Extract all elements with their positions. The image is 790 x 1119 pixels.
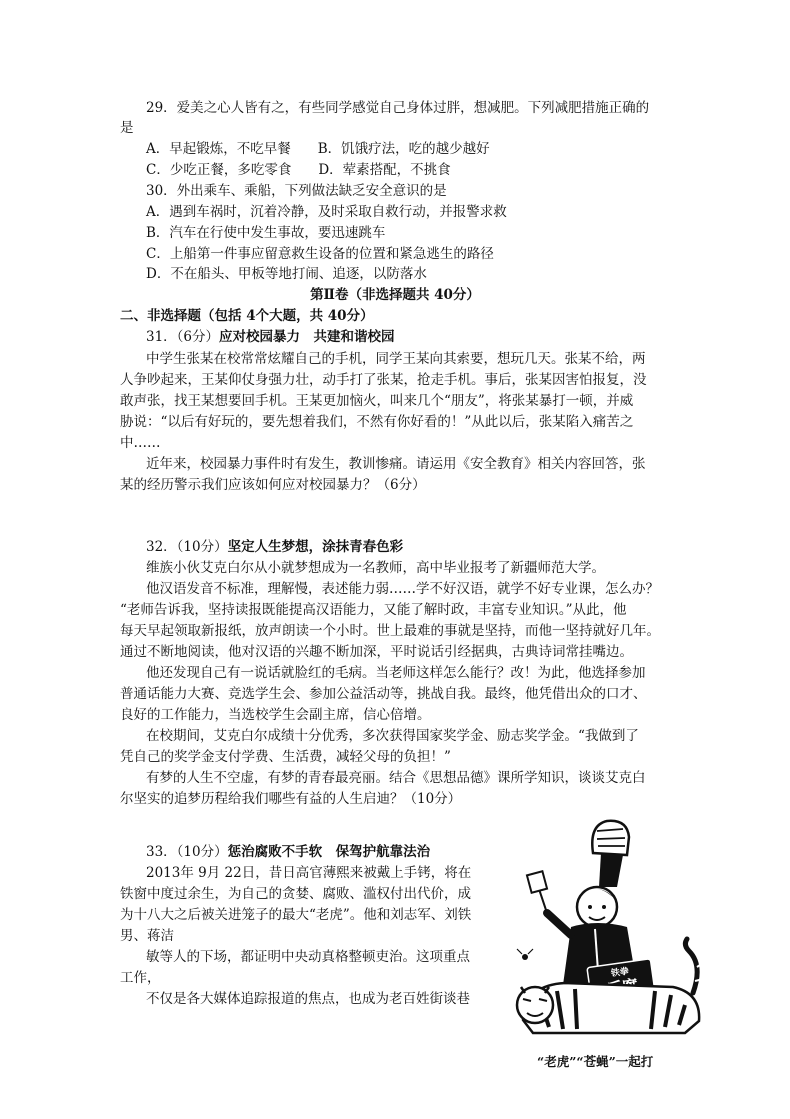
q33-line: 敏等人的下场，都证明中央动真格整顿吏治。这项重点 bbox=[146, 949, 470, 965]
q30-option-a: A．遇到车祸时，沉着冷静，及时采取自救行动，并报警求救 bbox=[146, 204, 507, 220]
q29-stem-line-2: 是 bbox=[120, 120, 134, 136]
q32-line: 每天早起领取新报纸，放声朗读一个小时。世上最难的事就是坚持，而他一坚持就好几年。 bbox=[120, 623, 660, 639]
anti-corruption-cartoon bbox=[505, 815, 705, 1040]
q32-line: 良好的工作能力，当选校学生会副主席，信心倍增。 bbox=[120, 707, 431, 723]
q31-prefix: 31．（6分） bbox=[146, 329, 220, 345]
q32-line: “老师告诉我，坚持读报既能提高汉语能力，又能了解时政，丰富专业知识。”从此，他 bbox=[120, 602, 627, 618]
q33-line: 工作， bbox=[120, 970, 161, 986]
q31-line: 胁说：“以后有好玩的，要先想着我们，不然有你好看的！”从此以后，张某陷入痛苦之 bbox=[120, 414, 634, 430]
q30-option-c: C．上船第一件事应留意救生设备的位置和紧急逃生的路径 bbox=[146, 246, 494, 262]
q30-option-b: B．汽车在行使中发生事故，要迅速跳车 bbox=[146, 225, 386, 241]
q29-stem-line-1: 29．爱美之心人皆有之，有些同学感觉自己身体过胖，想减肥。下列减肥措施正确的 bbox=[146, 100, 650, 116]
q33-heading-line bbox=[146, 842, 430, 862]
q32-line: 尔坚实的追梦历程给我们哪些有益的人生启迪？（10分） bbox=[120, 791, 462, 807]
section-heading: 二、非选择题（包括 4个大题，共 40分） bbox=[120, 308, 374, 324]
q32-line: 凭自己的奖学金支付学费、生活费，减轻父母的负担！” bbox=[120, 749, 451, 765]
q31-line: 近年来，校园暴力事件时有发生，教训惨痛。请运用《安全教育》相关内容回答，张 bbox=[146, 456, 646, 472]
fly-icon bbox=[517, 949, 533, 960]
q29-options-cd: C．少吃正餐，多吃零食 D．荤素搭配，不挑食 bbox=[146, 162, 451, 178]
q33-line: 男、蒋洁 bbox=[120, 928, 174, 944]
q32-line: 通过不断地阅读，他对汉语的兴趣不断加深，平时说话引经据典，古典诗词常挂嘴边。 bbox=[120, 644, 633, 660]
q32-line: 在校期间，艾克白尔成绩十分优秀，多次获得国家奖学金、励志奖学金。“我做到了 bbox=[146, 728, 639, 744]
q31-line: 某的经历警示我们应该如何应对校园暴力？（6分） bbox=[120, 477, 426, 493]
q32-line: 有梦的人生不空虚，有梦的青春最亮丽。结合《思想品德》课所学知识，谈谈艾克白 bbox=[146, 770, 646, 786]
q30-option-d: D．不在船头、甲板等地打闹、追逐，以防落水 bbox=[146, 266, 427, 282]
q32-line: 维族小伙艾克白尔从小就梦想成为一名教师，高中毕业报考了新疆师范大学。 bbox=[146, 560, 605, 576]
q32-line: 普通话能力大赛、竞选学生会、参加公益活动等，挑战自我。最终，他凭借出众的口才、 bbox=[120, 686, 647, 702]
q30-stem: 30．外出乘车、乘船，下列做法缺乏安全意识的是 bbox=[146, 183, 447, 199]
q31-heading: 应对校园暴力 共建和谐校园 bbox=[219, 329, 395, 345]
q32-heading: 坚定人生梦想，涂抹青春色彩 bbox=[227, 539, 404, 555]
q31-line: 中…… bbox=[120, 435, 161, 451]
fist-icon bbox=[592, 821, 629, 887]
q31-line: 中学生张某在校常常炫耀自己的手机，同学王某向其索要，想玩几天。张某不给，两 bbox=[146, 351, 646, 367]
cartoon-caption: “老虎”“苍蝇”一起打 bbox=[537, 1054, 654, 1069]
q31-line: 人争吵起来，王某仰仗身强力壮，动手打了张某，抢走手机。事后，张某因害怕报复，没 bbox=[120, 372, 647, 388]
q33-line: 2013年 9月 22日，昔日高官薄熙来被戴上手铐，将在 bbox=[146, 865, 472, 881]
q33-prefix: 33．（10分） bbox=[146, 844, 228, 860]
q29-options-ab: A．早起锻炼，不吃早餐 B．饥饿疗法，吃的越少越好 bbox=[146, 141, 490, 157]
q31-heading-line bbox=[146, 327, 395, 347]
q33-heading: 惩治腐败不手软 保驾护航靠法治 bbox=[227, 844, 431, 860]
q31-line: 敢声张，找王某想要回手机。王某更加恼火，叫来几个“朋友”，将张某暴打一顿，并威 bbox=[120, 393, 634, 409]
q33-line: 为十八大之后被关进笼子的最大“老虎”。他和刘志军、刘铁 bbox=[120, 907, 472, 923]
q33-line: 铁窗中度过余生，为自己的贪婪、腐败、滥权付出代价，成 bbox=[120, 886, 471, 902]
q33-line: 不仅是各大媒体追踪报道的焦点，也成为老百姓街谈巷 bbox=[146, 991, 470, 1007]
q32-line: 他汉语发音不标准，理解慢，表述能力弱……学不好汉语，就学不好专业课，怎么办？ bbox=[146, 581, 659, 597]
q32-line: 他还发现自己有一说话就脸红的毛病。当老师这样怎么能行？改！为此，他选择参加 bbox=[146, 665, 646, 681]
part2-title: 第Ⅱ卷（非选择题共 40分） bbox=[310, 287, 480, 303]
fly-swatter-icon bbox=[527, 871, 547, 913]
q32-prefix: 32．（10分） bbox=[146, 539, 228, 555]
sash-label-small: 铁拳 bbox=[610, 966, 630, 980]
q32-heading-line bbox=[146, 537, 403, 557]
